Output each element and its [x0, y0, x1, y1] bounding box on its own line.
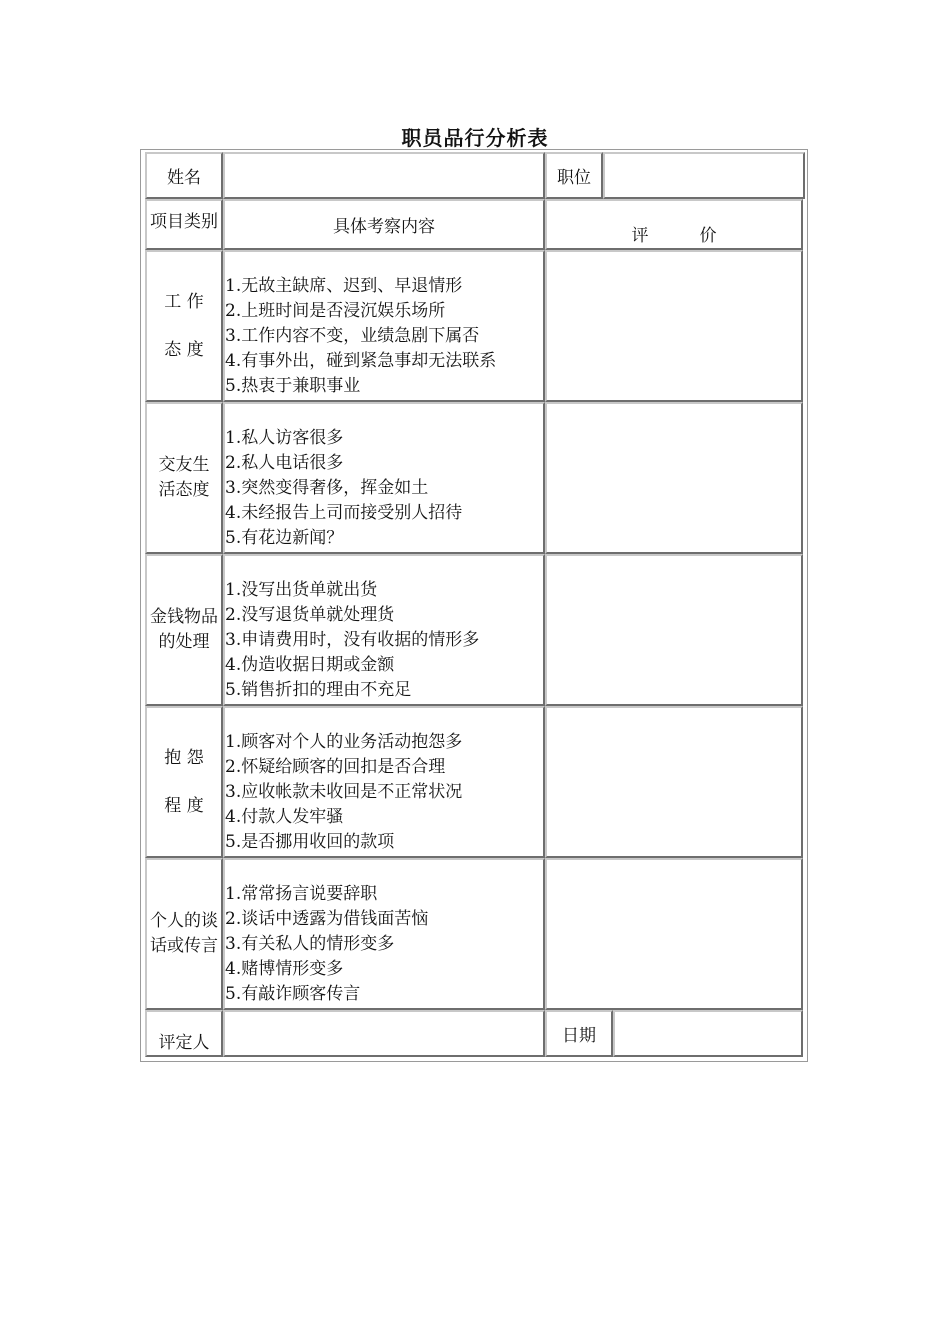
evaluation-cell-personal-talk[interactable]	[545, 858, 803, 1010]
evaluator-field[interactable]	[223, 1010, 545, 1057]
content-cell-social-attitude	[223, 402, 545, 554]
evaluation-header-cell	[545, 199, 803, 250]
content-cell-work-attitude	[223, 250, 545, 402]
list-item: 4.赌博情形变多	[225, 959, 344, 979]
position-label: 职位	[557, 168, 591, 188]
category-header-cell	[145, 199, 223, 250]
list-item: 5.有花边新闻？	[225, 528, 344, 548]
content-cell-personal-talk	[223, 858, 545, 1010]
list-item: 5.热衷于兼职事业	[225, 376, 361, 396]
category-line: 的处理	[158, 632, 210, 652]
category-line: 活态度	[158, 480, 210, 500]
list-item: 3.申请费用时，没有收据的情形多	[225, 630, 480, 650]
list-item: 3.工作内容不变，业绩急剧下属否	[225, 326, 480, 346]
category-cell-social-attitude	[145, 402, 223, 554]
list-item: 2.上班时间是否浸沉娱乐场所	[225, 301, 446, 321]
category-line: 程 度	[164, 796, 204, 816]
position-field[interactable]	[603, 152, 805, 199]
evaluator-label-cell	[145, 1010, 223, 1057]
content-cell-money-handling	[223, 554, 545, 706]
list-item: 2.没写退货单就处理货	[225, 605, 395, 625]
page-title: 职员品行分析表	[401, 126, 549, 150]
list-item: 5.有敲诈顾客传言	[225, 984, 361, 1004]
content-cell-complaints	[223, 706, 545, 858]
evaluator-label: 评定人	[158, 1033, 210, 1053]
position-label-cell	[545, 152, 603, 199]
category-cell-money-handling	[145, 554, 223, 706]
list-item: 3.应收帐款未收回是不正常状况	[225, 782, 463, 802]
category-line: 金钱物品	[150, 607, 218, 627]
name-label: 姓名	[167, 168, 201, 188]
evaluation-form-table	[140, 149, 808, 1062]
evaluation-header: 评 价	[631, 226, 717, 246]
date-label: 日期	[562, 1026, 596, 1046]
evaluation-cell-complaints[interactable]	[545, 706, 803, 858]
list-item: 5.是否挪用收回的款项	[225, 832, 395, 852]
category-cell-work-attitude	[145, 250, 223, 402]
name-field[interactable]	[223, 152, 545, 199]
list-item: 1.顾客对个人的业务活动抱怨多	[225, 732, 463, 752]
list-item: 4.伪造收据日期或金额	[225, 655, 395, 675]
list-item: 5.销售折扣的理由不充足	[225, 680, 412, 700]
list-item: 2.谈话中透露为借钱面苦恼	[225, 909, 429, 929]
list-item: 1.常常扬言说要辞职	[225, 884, 378, 904]
category-line: 抱 怨	[164, 748, 204, 768]
category-line: 个人的谈	[150, 911, 218, 931]
list-item: 1.没写出货单就出货	[225, 580, 378, 600]
evaluation-cell-work-attitude[interactable]	[545, 250, 803, 402]
list-item: 3.有关私人的情形变多	[225, 934, 395, 954]
list-item: 4.未经报告上司而接受别人招待	[225, 503, 463, 523]
category-line: 工 作	[164, 292, 204, 312]
evaluation-cell-money-handling[interactable]	[545, 554, 803, 706]
list-item: 3.突然变得奢侈，挥金如土	[225, 478, 429, 498]
list-item: 2.怀疑给顾客的回扣是否合理	[225, 757, 446, 777]
category-line: 交友生	[158, 455, 210, 475]
category-line: 态 度	[164, 340, 204, 360]
content-header-cell	[223, 199, 545, 250]
date-label-cell	[545, 1010, 613, 1057]
category-line: 话或传言	[150, 936, 218, 956]
list-item: 2.私人电话很多	[225, 453, 344, 473]
list-item: 1.无故主缺席、迟到、早退情形	[225, 276, 463, 296]
content-header: 具体考察内容	[333, 217, 435, 237]
list-item: 4.有事外出，碰到紧急事却无法联系	[225, 351, 497, 371]
evaluation-cell-social-attitude[interactable]	[545, 402, 803, 554]
date-field[interactable]	[613, 1010, 803, 1057]
category-cell-complaints	[145, 706, 223, 858]
name-label-cell	[145, 152, 223, 199]
list-item: 1.私人访客很多	[225, 428, 344, 448]
list-item: 4.付款人发牢骚	[225, 807, 344, 827]
category-header: 项目类别	[150, 212, 218, 232]
category-cell-personal-talk	[145, 858, 223, 1010]
